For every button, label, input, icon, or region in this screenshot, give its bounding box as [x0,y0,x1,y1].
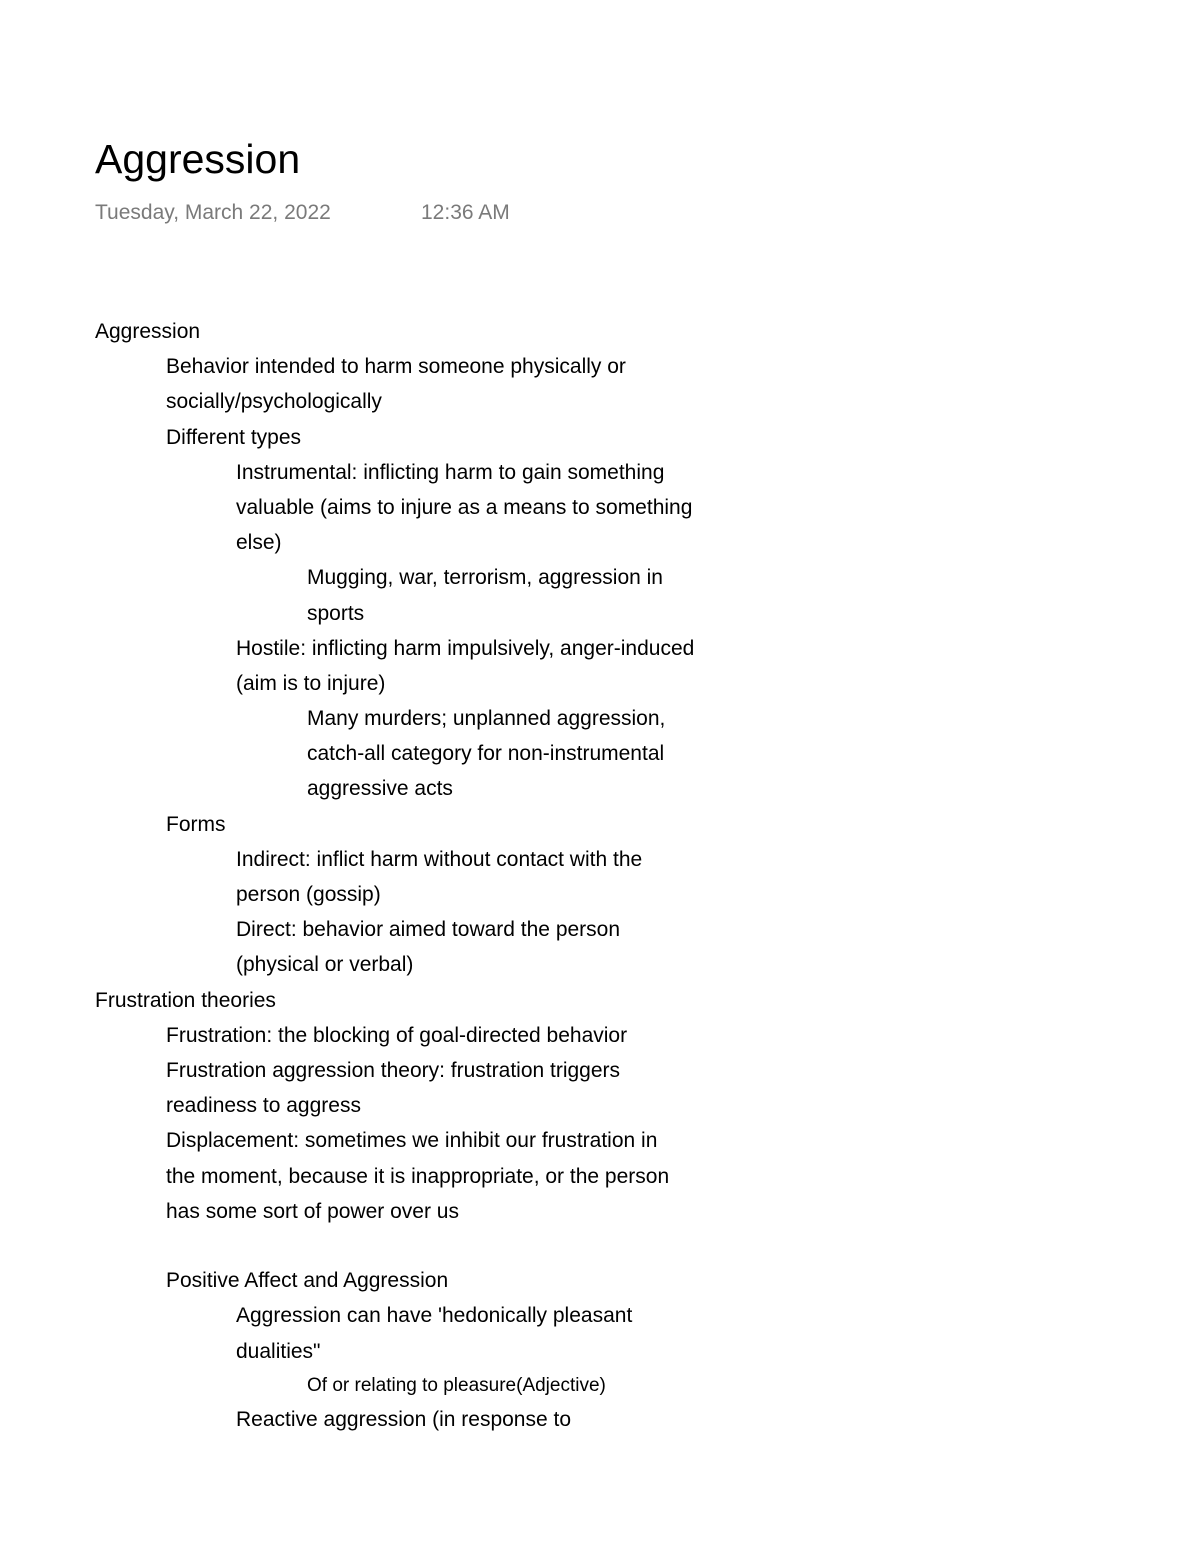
outline-item: aggressive acts [307,777,453,801]
outline-item: Indirect: inflict harm without contact with the [236,847,643,871]
outline-item: the moment, because it is inappropriate, or the person [166,1164,670,1188]
blank-line [95,1229,1095,1263]
outline-item: socially/psychologically [166,390,382,414]
note-date: Tuesday, March 22, 2022 [95,201,331,224]
outline-item: Direct: behavior aimed toward the person [236,918,621,942]
outline-item: Mugging, war, terrorism, aggression in [307,566,663,590]
outline-item: (aim is to injure) [236,671,386,695]
outline-item: readiness to aggress [166,1094,361,1118]
note-body[interactable] [95,314,1095,1437]
note-time: 12:36 AM [421,201,510,224]
outline-heading-frustration-theories: Frustration theories [95,988,276,1012]
outline-item: (physical or verbal) [236,953,414,977]
outline-item: Aggression can have 'hedonically pleasant [236,1304,633,1328]
outline-item: Many murders; unplanned aggression, [307,707,666,731]
outline-item: else) [236,531,282,555]
outline-item: catch-all category for non-instrumental [307,742,665,766]
outline-heading-aggression: Aggression [95,320,201,343]
outline-item: Frustration aggression theory: frustration triggers [166,1058,621,1082]
outline-item-definition: Of or relating to pleasure(Adjective) [307,1374,606,1396]
outline-item: dualities" [236,1339,321,1363]
page-title: Aggression [95,136,301,182]
outline-item: Frustration: the blocking of goal-directed behavior [166,1023,628,1047]
outline-item: valuable (aims to injure as a means to something [236,495,693,519]
outline-item: has some sort of power over us [166,1199,459,1223]
outline-item: sports [307,601,365,625]
outline-item: Hostile: inflicting harm impulsively, anger-induced [236,636,695,660]
outline-item: Displacement: sometimes we inhibit our frustration in [166,1129,658,1153]
outline-item: Instrumental: inflicting harm to gain something [236,460,665,484]
outline-item: Forms [166,812,226,836]
outline-item: Behavior intended to harm someone physically or [166,355,626,379]
outline-item: Positive Affect and Aggression [166,1269,449,1293]
outline-item: person (gossip) [236,883,381,906]
outline-item: Reactive aggression (in response to [236,1407,572,1431]
outline-item: Different types [166,425,302,449]
